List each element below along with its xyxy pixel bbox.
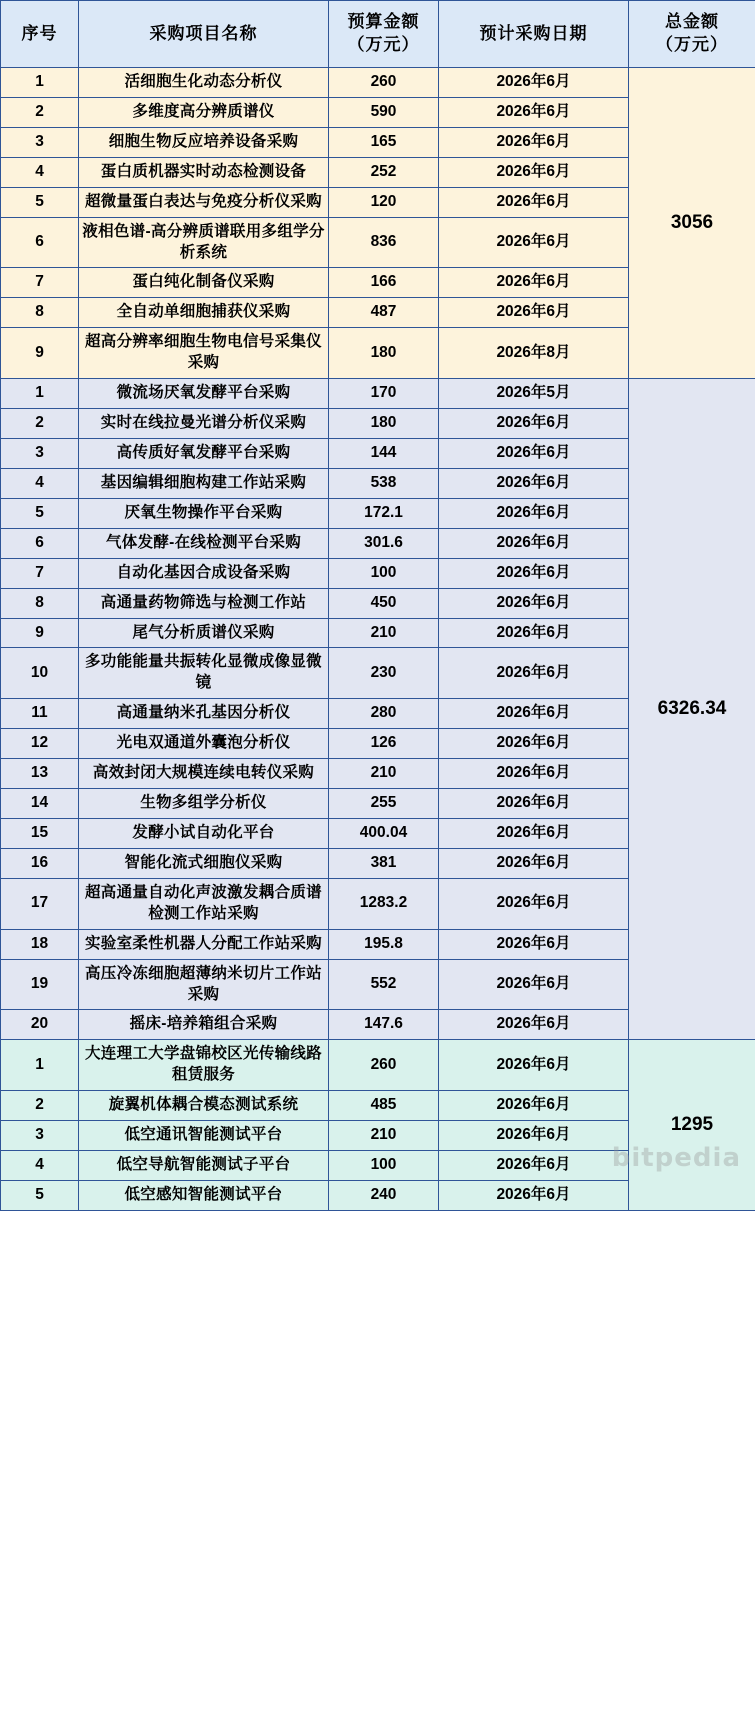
row-project-name: 低空感知智能测试平台 (79, 1180, 329, 1210)
row-project-name: 蛋白纯化制备仪采购 (79, 268, 329, 298)
row-budget-amount: 255 (329, 789, 439, 819)
row-expected-date: 2026年6月 (439, 878, 629, 929)
row-expected-date: 2026年6月 (439, 929, 629, 959)
row-project-name: 生物多组学分析仪 (79, 789, 329, 819)
row-seq: 18 (1, 929, 79, 959)
row-project-name: 智能化流式细胞仪采购 (79, 848, 329, 878)
row-seq: 12 (1, 729, 79, 759)
row-project-name: 低空通讯智能测试平台 (79, 1121, 329, 1151)
row-project-name: 超高通量自动化声波激发耦合质谱检测工作站采购 (79, 878, 329, 929)
row-seq: 3 (1, 127, 79, 157)
row-budget-amount: 170 (329, 379, 439, 409)
row-project-name: 超高分辨率细胞生物电信号采集仪采购 (79, 328, 329, 379)
row-project-name: 液相色谱-高分辨质谱联用多组学分析系统 (79, 217, 329, 268)
row-project-name: 多维度高分辨质谱仪 (79, 97, 329, 127)
row-seq: 7 (1, 268, 79, 298)
row-expected-date: 2026年6月 (439, 268, 629, 298)
row-project-name: 高压冷冻细胞超薄纳米切片工作站采购 (79, 959, 329, 1010)
table-row (1, 68, 755, 98)
row-seq: 4 (1, 468, 79, 498)
row-project-name: 细胞生物反应培养设备采购 (79, 127, 329, 157)
row-seq: 10 (1, 648, 79, 699)
budget-header-line1: 预算金额 (347, 12, 420, 32)
row-budget-amount: 120 (329, 187, 439, 217)
row-seq: 2 (1, 1091, 79, 1121)
row-expected-date: 2026年6月 (439, 217, 629, 268)
row-seq: 8 (1, 588, 79, 618)
row-project-name: 光电双通道外囊泡分析仪 (79, 729, 329, 759)
column-header-date: 预计采购日期 (439, 1, 629, 68)
row-seq: 19 (1, 959, 79, 1010)
row-budget-amount: 485 (329, 1091, 439, 1121)
row-expected-date: 2026年6月 (439, 528, 629, 558)
row-seq: 3 (1, 438, 79, 468)
column-header-budget (329, 1, 439, 68)
table-body (1, 68, 755, 1211)
row-project-name: 基因编辑细胞构建工作站采购 (79, 468, 329, 498)
row-seq: 11 (1, 699, 79, 729)
row-expected-date: 2026年6月 (439, 729, 629, 759)
row-budget-amount: 230 (329, 648, 439, 699)
row-budget-amount: 538 (329, 468, 439, 498)
row-budget-amount: 210 (329, 759, 439, 789)
total-header-line2: （万元） (656, 35, 728, 54)
row-budget-amount: 195.8 (329, 929, 439, 959)
row-budget-amount: 180 (329, 409, 439, 439)
row-expected-date: 2026年6月 (439, 558, 629, 588)
row-budget-amount: 400.04 (329, 818, 439, 848)
row-seq: 2 (1, 97, 79, 127)
row-project-name: 多功能能量共振转化显微成像显微镜 (79, 648, 329, 699)
row-seq: 15 (1, 818, 79, 848)
row-expected-date: 2026年6月 (439, 97, 629, 127)
row-budget-amount: 144 (329, 438, 439, 468)
row-expected-date: 2026年6月 (439, 298, 629, 328)
row-budget-amount: 301.6 (329, 528, 439, 558)
row-budget-amount: 126 (329, 729, 439, 759)
row-budget-amount: 280 (329, 699, 439, 729)
row-budget-amount: 180 (329, 328, 439, 379)
row-expected-date: 2026年6月 (439, 618, 629, 648)
row-expected-date: 2026年5月 (439, 379, 629, 409)
row-seq: 6 (1, 528, 79, 558)
row-project-name: 高效封闭大规模连续电转仪采购 (79, 759, 329, 789)
row-expected-date: 2026年6月 (439, 648, 629, 699)
row-expected-date: 2026年6月 (439, 1180, 629, 1210)
table-row (1, 379, 755, 409)
row-expected-date: 2026年8月 (439, 328, 629, 379)
row-budget-amount: 552 (329, 959, 439, 1010)
row-seq: 4 (1, 1151, 79, 1181)
table-header (1, 1, 755, 68)
row-expected-date: 2026年6月 (439, 1040, 629, 1091)
row-expected-date: 2026年6月 (439, 498, 629, 528)
watermark: bitpedia (611, 1142, 741, 1173)
row-seq: 13 (1, 759, 79, 789)
row-project-name: 摇床-培养箱组合采购 (79, 1010, 329, 1040)
row-expected-date: 2026年6月 (439, 789, 629, 819)
row-seq: 6 (1, 217, 79, 268)
row-expected-date: 2026年6月 (439, 68, 629, 98)
row-project-name: 自动化基因合成设备采购 (79, 558, 329, 588)
row-budget-amount: 210 (329, 618, 439, 648)
row-expected-date: 2026年6月 (439, 157, 629, 187)
row-budget-amount: 252 (329, 157, 439, 187)
row-seq: 16 (1, 848, 79, 878)
row-project-name: 活细胞生化动态分析仪 (79, 68, 329, 98)
row-budget-amount: 1283.2 (329, 878, 439, 929)
row-budget-amount: 260 (329, 1040, 439, 1091)
table-row (1, 1040, 755, 1091)
row-expected-date: 2026年6月 (439, 1010, 629, 1040)
budget-header-line2: （万元） (347, 35, 420, 54)
row-project-name: 高传质好氧发酵平台采购 (79, 438, 329, 468)
row-budget-amount: 172.1 (329, 498, 439, 528)
row-seq: 5 (1, 1180, 79, 1210)
row-expected-date: 2026年6月 (439, 818, 629, 848)
row-expected-date: 2026年6月 (439, 1091, 629, 1121)
row-seq: 7 (1, 558, 79, 588)
row-expected-date: 2026年6月 (439, 699, 629, 729)
row-seq: 20 (1, 1010, 79, 1040)
row-project-name: 发酵小试自动化平台 (79, 818, 329, 848)
row-seq: 8 (1, 298, 79, 328)
row-budget-amount: 100 (329, 1151, 439, 1181)
row-seq: 9 (1, 618, 79, 648)
column-header-total (629, 1, 755, 68)
total-header-line1: 总金额 (665, 12, 719, 32)
row-expected-date: 2026年6月 (439, 468, 629, 498)
row-seq: 4 (1, 157, 79, 187)
row-expected-date: 2026年6月 (439, 588, 629, 618)
row-expected-date: 2026年6月 (439, 409, 629, 439)
row-project-name: 超微量蛋白表达与免疫分析仪采购 (79, 187, 329, 217)
row-project-name: 厌氧生物操作平台采购 (79, 498, 329, 528)
row-budget-amount: 100 (329, 558, 439, 588)
row-project-name: 高通量纳米孔基因分析仪 (79, 699, 329, 729)
row-seq: 3 (1, 1121, 79, 1151)
row-project-name: 尾气分析质谱仪采购 (79, 618, 329, 648)
row-expected-date: 2026年6月 (439, 127, 629, 157)
row-project-name: 低空导航智能测试子平台 (79, 1151, 329, 1181)
row-project-name: 气体发酵-在线检测平台采购 (79, 528, 329, 558)
row-expected-date: 2026年6月 (439, 187, 629, 217)
row-budget-amount: 210 (329, 1121, 439, 1151)
row-budget-amount: 260 (329, 68, 439, 98)
row-budget-amount: 450 (329, 588, 439, 618)
row-seq: 14 (1, 789, 79, 819)
column-header-name: 采购项目名称 (79, 1, 329, 68)
row-project-name: 旋翼机体耦合模态测试系统 (79, 1091, 329, 1121)
row-project-name: 微流场厌氧发酵平台采购 (79, 379, 329, 409)
row-seq: 5 (1, 187, 79, 217)
row-seq: 5 (1, 498, 79, 528)
row-seq: 1 (1, 379, 79, 409)
row-project-name: 高通量药物筛选与检测工作站 (79, 588, 329, 618)
row-budget-amount: 240 (329, 1180, 439, 1210)
row-budget-amount: 165 (329, 127, 439, 157)
row-expected-date: 2026年6月 (439, 1151, 629, 1181)
header-row (1, 1, 755, 68)
row-project-name: 实时在线拉曼光谱分析仪采购 (79, 409, 329, 439)
group-total-amount: 6326.34 (629, 379, 755, 1040)
row-seq: 1 (1, 68, 79, 98)
row-expected-date: 2026年6月 (439, 848, 629, 878)
row-project-name: 蛋白质机器实时动态检测设备 (79, 157, 329, 187)
row-budget-amount: 166 (329, 268, 439, 298)
row-budget-amount: 487 (329, 298, 439, 328)
column-header-seq: 序号 (1, 1, 79, 68)
row-expected-date: 2026年6月 (439, 1121, 629, 1151)
row-budget-amount: 590 (329, 97, 439, 127)
row-expected-date: 2026年6月 (439, 759, 629, 789)
row-seq: 2 (1, 409, 79, 439)
row-budget-amount: 147.6 (329, 1010, 439, 1040)
row-seq: 1 (1, 1040, 79, 1091)
row-project-name: 实验室柔性机器人分配工作站采购 (79, 929, 329, 959)
row-expected-date: 2026年6月 (439, 959, 629, 1010)
row-project-name: 全自动单细胞捕获仪采购 (79, 298, 329, 328)
group-total-amount: 1295 (629, 1040, 755, 1211)
row-expected-date: 2026年6月 (439, 438, 629, 468)
row-budget-amount: 381 (329, 848, 439, 878)
group-total-amount: 3056 (629, 68, 755, 379)
row-project-name: 大连理工大学盘锦校区光传输线路租赁服务 (79, 1040, 329, 1091)
row-seq: 9 (1, 328, 79, 379)
row-seq: 17 (1, 878, 79, 929)
row-budget-amount: 836 (329, 217, 439, 268)
